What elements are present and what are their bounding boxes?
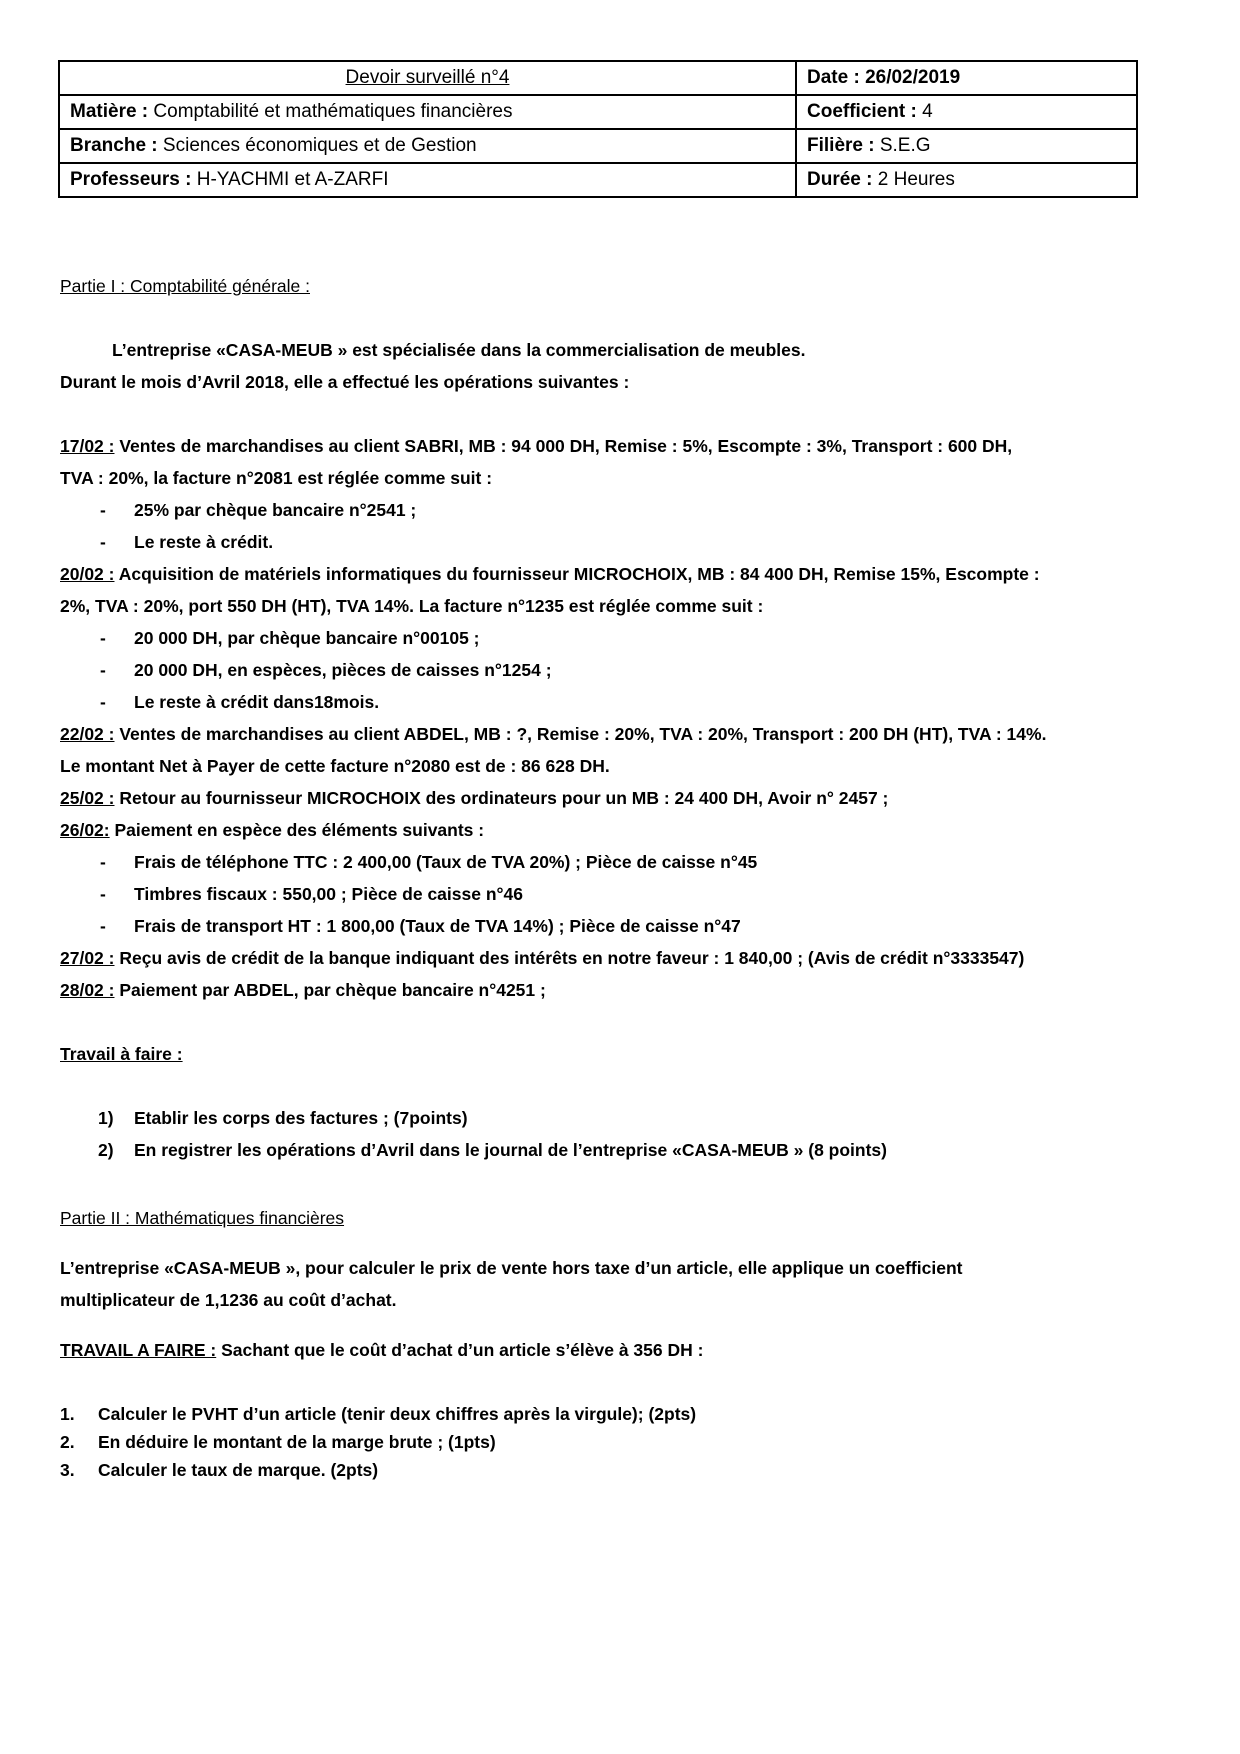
part1-intro-2: Durant le mois d’Avril 2018, elle a effectué les opérations suivantes : [60, 372, 630, 392]
list-item: - Le reste à crédit dans18mois. [100, 692, 380, 712]
header-branch-cell [59, 129, 796, 163]
operation-1 [60, 430, 1190, 462]
op7-text: Paiement par ABDEL, par chèque bancaire n°4251 ; [114, 980, 546, 1000]
operation-3 [60, 718, 1190, 750]
op3-date: 22/02 : [60, 724, 115, 744]
op4-date: 25/02 : [60, 788, 115, 808]
list-item: - Le reste à crédit. [100, 532, 274, 552]
coef-value: 4 [922, 101, 933, 122]
part1-title: Partie I : Comptabilité générale : [60, 276, 310, 296]
op3-text: Ventes de marchandises au client ABDEL, MB : ?, Remise : 20%, TVA : 20%, Transport : 200 DH (HT), TVA : 14%. [114, 724, 1047, 744]
part2-intro-1: L’entreprise «CASA-MEUB », pour calculer le prix de vente hors taxe d’un article, elle applique un coefficient [60, 1258, 963, 1278]
operation-5 [60, 814, 1190, 846]
part2-intro-2: multiplicateur de 1,1236 au coût d’achat. [60, 1290, 397, 1310]
op5-text: Paiement en espèce des éléments suivants : [109, 820, 485, 840]
header-date-cell [796, 61, 1137, 95]
list-item: - 20 000 DH, en espèces, pièces de caisses n°1254 ; [100, 660, 552, 680]
subject-value: Comptabilité et mathématiques financières [153, 101, 513, 122]
list-item: 1. Calculer le PVHT d’un article (tenir deux chiffres après la virgule); (2pts) [60, 1404, 697, 1424]
op4-text: Retour au fournisseur MICROCHOIX des ordinateurs pour un MB : 24 400 DH, Avoir n° 2457 ; [114, 788, 889, 808]
op6-date: 27/02 : [60, 948, 115, 968]
branch-value: Sciences économiques et de Gestion [162, 135, 477, 156]
list-item: - Frais de téléphone TTC : 2 400,00 (Taux de TVA 20%) ; Pièce de caisse n°45 [100, 852, 758, 872]
exam-title: Devoir surveillé n°4 [345, 67, 510, 88]
operation-6 [60, 942, 1190, 974]
todo-title: Travail à faire : [60, 1044, 183, 1064]
header-subject-cell [59, 95, 796, 129]
op1-date: 17/02 : [60, 436, 115, 456]
list-item: - Frais de transport HT : 1 800,00 (Taux de TVA 14%) ; Pièce de caisse n°47 [100, 916, 741, 936]
duration-label: Durée : [807, 169, 873, 190]
header-teachers-cell [59, 163, 796, 197]
date-value: 26/02/2019 [865, 67, 961, 88]
op5-date: 26/02: [60, 820, 110, 840]
operation-2 [60, 558, 1190, 590]
list-item: - 20 000 DH, par chèque bancaire n°00105 ; [100, 628, 480, 648]
op7-date: 28/02 : [60, 980, 115, 1000]
part2-section [60, 1202, 1190, 1486]
list-item: 2. En déduire le montant de la marge brute ; (1pts) [60, 1432, 496, 1452]
op2-date: 20/02 : [60, 564, 115, 584]
list-item: - 25% par chèque bancaire n°2541 ; [100, 500, 417, 520]
branch-label: Branche : [70, 135, 158, 156]
part2-title: Partie II : Mathématiques financières [60, 1208, 345, 1228]
track-value: S.E.G [879, 135, 931, 156]
part2-todo-text: Sachant que le coût d’achat d’un article s’élève à 356 DH : [216, 1340, 704, 1360]
op2-text: Acquisition de matériels informatiques du fournisseur MICROCHOIX, MB : 84 400 DH, Remise 15%, Escompte : [114, 564, 1040, 584]
header-coef-cell [796, 95, 1137, 129]
header-title-cell [59, 61, 796, 95]
part2-todo [60, 1334, 1190, 1366]
op6-text: Reçu avis de crédit de la banque indiquant des intérêts en notre faveur : 1 840,00 ; (Avis de crédit n°3333547) [114, 948, 1025, 968]
teachers-value: H-YACHMI et A-ZARFI [196, 169, 389, 190]
coef-label: Coefficient : [807, 101, 917, 122]
date-label: Date : [807, 67, 860, 88]
op2-text-2: 2%, TVA : 20%, port 550 DH (HT), TVA 14%. La facture n°1235 est réglée comme suit : [60, 596, 764, 616]
track-label: Filière : [807, 135, 875, 156]
teachers-label: Professeurs : [70, 169, 192, 190]
subject-label: Matière : [70, 101, 149, 122]
header-track-cell [796, 129, 1137, 163]
list-item: - Timbres fiscaux : 550,00 ; Pièce de caisse n°46 [100, 884, 523, 904]
op3-text-2: Le montant Net à Payer de cette facture n°2080 est de : 86 628 DH. [60, 756, 610, 776]
operation-7 [60, 974, 1190, 1006]
list-item: 3. Calculer le taux de marque. (2pts) [60, 1460, 379, 1480]
operation-4 [60, 782, 1190, 814]
part2-todo-label: TRAVAIL A FAIRE : [60, 1340, 217, 1360]
op1-text-2: TVA : 20%, la facture n°2081 est réglée comme suit : [60, 468, 493, 488]
list-item: 2) En registrer les opérations d’Avril dans le journal de l’entreprise «CASA-MEUB » (8 points) [98, 1140, 887, 1160]
part1-section [60, 270, 1190, 1166]
list-item: 1) Etablir les corps des factures ; (7points) [98, 1108, 468, 1128]
op1-text: Ventes de marchandises au client SABRI, MB : 94 000 DH, Remise : 5%, Escompte : 3%, Transport : 600 DH, [114, 436, 1013, 456]
duration-value: 2 Heures [877, 169, 955, 190]
part1-intro-1: L’entreprise «CASA-MEUB » est spécialisée dans la commercialisation de meubles. [112, 340, 806, 360]
header-duration-cell [796, 163, 1137, 197]
header-table [58, 60, 1138, 198]
